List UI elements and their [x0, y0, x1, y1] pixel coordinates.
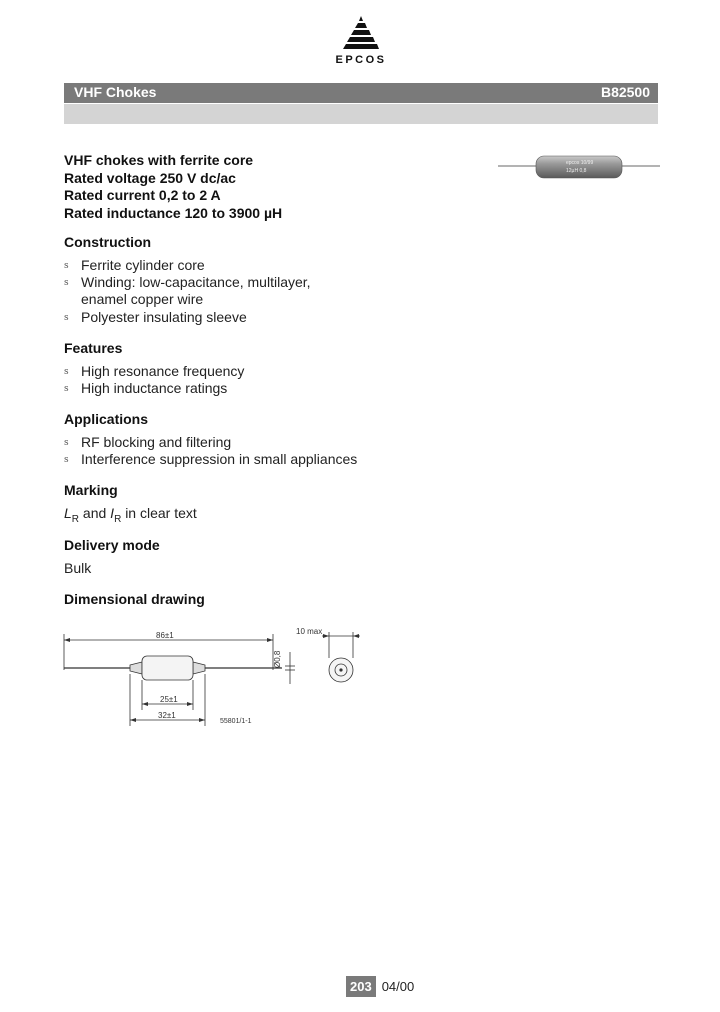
page-title: VHF Chokes: [74, 84, 157, 100]
photo-label-2: 12µH 0,8: [566, 168, 587, 174]
marking-text: $L_R$ and $I_R$ in clear text: [64, 505, 197, 525]
bullet-marker: s: [64, 438, 69, 448]
part-number: B82500: [600, 84, 650, 100]
product-summary: [64, 152, 282, 222]
brand-name: EPCOS: [335, 54, 387, 66]
sleeve-right: [193, 662, 205, 674]
section-heading: Marking: [64, 482, 118, 498]
sleeve-left: [130, 662, 142, 674]
epcos-logo: [326, 16, 396, 72]
choke-body-outline: [142, 656, 193, 680]
section-dimensional-drawing: [64, 591, 205, 608]
section-marking: [64, 482, 197, 528]
list-item: s High inductance ratings: [64, 380, 244, 397]
product-photo: [498, 150, 660, 184]
issue-date: 04/00: [381, 979, 415, 994]
summary-line: Rated inductance 120 to 3900 µH: [64, 204, 283, 221]
photo-label-1: epcos 10/99: [566, 160, 594, 166]
list-item: s RF blocking and filtering: [64, 434, 357, 451]
bullet-marker: s: [64, 367, 69, 377]
section-delivery-mode: [64, 537, 160, 577]
list-item: s Interference suppression in small appliances: [64, 451, 357, 468]
page-number: 203: [346, 976, 376, 997]
page-footer: [346, 976, 414, 997]
subtitle-bar: [64, 104, 658, 124]
dim-sleeve-label: 32±1: [158, 711, 176, 720]
section-heading: Applications: [64, 411, 149, 427]
list-item: s Polyester insulating sleeve: [64, 309, 311, 326]
dimensional-drawing: [60, 622, 370, 734]
bullet-marker: s: [64, 278, 69, 289]
summary-line: VHF chokes with ferrite core: [64, 152, 254, 168]
section-features: [64, 340, 244, 397]
bullet-marker: s: [64, 312, 69, 323]
dim-body-label: 25±1: [160, 695, 178, 704]
section-applications: [64, 411, 357, 468]
list-item: s High resonance frequency: [64, 363, 244, 380]
section-heading: Dimensional drawing: [64, 591, 205, 607]
list-item: s Ferrite cylinder core: [64, 257, 311, 274]
section-heading: Construction: [64, 234, 152, 250]
features-list: [64, 363, 244, 397]
list-item-continuation: enamel copper wire: [81, 291, 204, 308]
list-item: s Winding: low-capacitance, multilayer,: [64, 274, 311, 291]
section-construction: [64, 234, 311, 326]
title-bar: [64, 83, 658, 103]
construction-list: [64, 257, 311, 326]
delivery-value: Bulk: [64, 560, 92, 576]
section-heading: Delivery mode: [64, 537, 160, 553]
dim-wire-label: Ø0,8: [273, 650, 282, 668]
section-heading: Features: [64, 340, 123, 356]
dim-total-label: 86±1: [156, 631, 174, 640]
bullet-marker: s: [64, 384, 69, 395]
summary-line: Rated current 0,2 to 2 A: [64, 187, 221, 203]
applications-list: [64, 434, 357, 468]
drawing-reference: 55801/1-1: [220, 718, 252, 725]
epcos-logo-icon: [341, 16, 381, 54]
summary-line: Rated voltage 250 V dc/ac: [64, 169, 236, 186]
bullet-marker: s: [64, 261, 69, 271]
bullet-marker: s: [64, 455, 69, 466]
dim-diameter-label: 10 max: [296, 627, 323, 636]
